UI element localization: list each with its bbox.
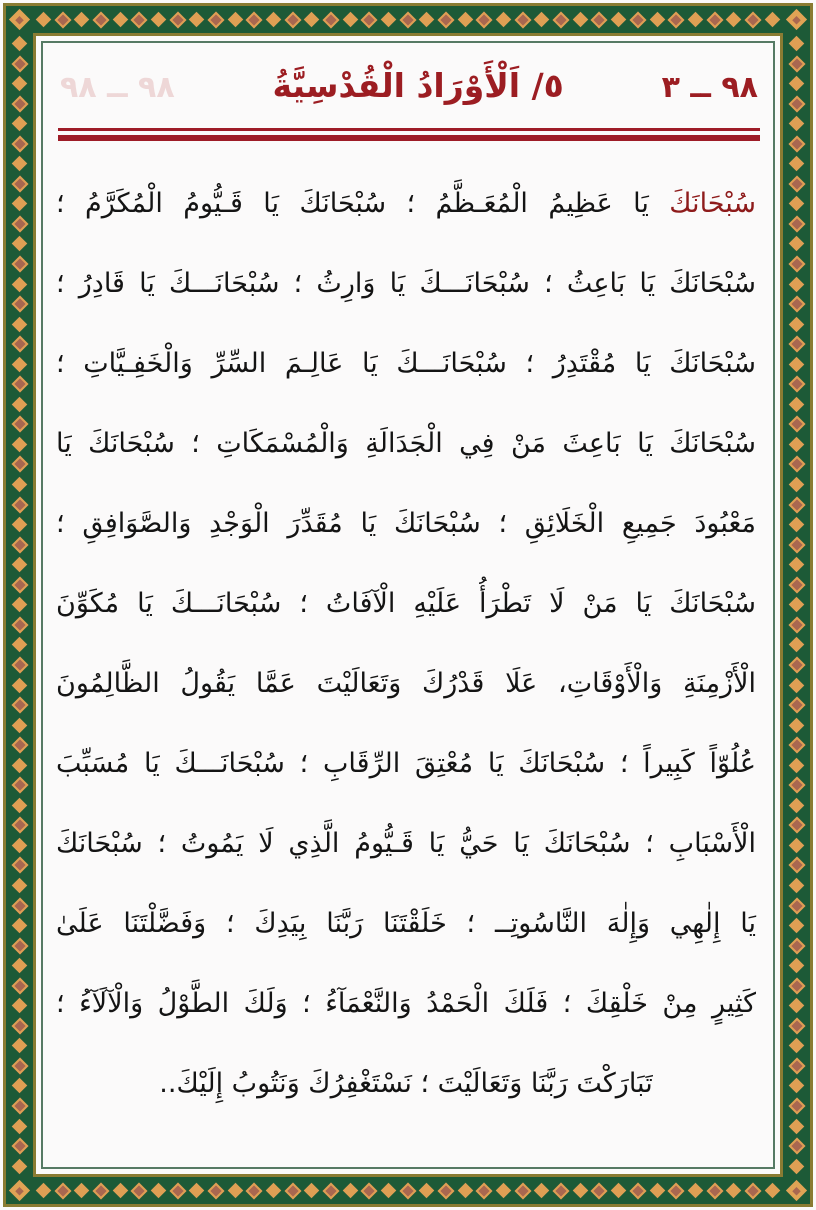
diamond-motif-icon [419, 12, 435, 28]
diamond-motif-icon [266, 12, 282, 28]
diamond-motif-icon [11, 616, 28, 633]
prayer-line [56, 164, 756, 244]
diamond-motif-icon [11, 937, 28, 954]
diamond-motif-icon [744, 1182, 761, 1199]
diamond-motif-icon [11, 55, 28, 72]
diamond-motif-icon [706, 1182, 723, 1199]
watermark-page-number: ٩٨ ــ ٩٨ [60, 70, 175, 105]
diamond-motif-icon [12, 356, 28, 372]
diamond-motif-icon [11, 95, 28, 112]
diamond-motif-icon [789, 36, 805, 52]
diamond-motif-icon [11, 296, 28, 313]
diamond-motif-icon [764, 1183, 780, 1199]
corner-ornament-icon [783, 1177, 810, 1204]
diamond-motif-icon [789, 798, 805, 814]
diamond-motif-icon [788, 256, 805, 273]
diamond-motif-icon [788, 215, 805, 232]
diamond-motif-icon [789, 116, 805, 132]
diamond-motif-icon [11, 897, 28, 914]
diamond-motif-icon [11, 697, 28, 714]
diamond-motif-icon [36, 1183, 52, 1199]
diamond-motif-icon [788, 937, 805, 954]
diamond-motif-icon [12, 1078, 28, 1094]
corner-ornament-icon [6, 6, 33, 33]
diamond-motif-icon [12, 236, 28, 252]
diamond-motif-icon [788, 777, 805, 794]
diamond-motif-icon [131, 11, 148, 28]
diamond-motif-icon [788, 536, 805, 553]
diamond-motif-icon [476, 1182, 493, 1199]
diamond-motif-icon [169, 1182, 186, 1199]
diamond-motif-icon [208, 11, 225, 28]
diamond-motif-icon [151, 12, 167, 28]
diamond-motif-icon [591, 11, 608, 28]
frame-band-left [6, 6, 33, 1204]
diamond-motif-icon [93, 1182, 110, 1199]
diamond-motif-icon [788, 656, 805, 673]
prayer-line: كَثِيرٍ مِنْ خَلْقِكَ ؛ فَلَكَ الْحَمْدُ وَالنَّعْمَآءُ ؛ وَلَكَ الطَّوْلُ وَالْآلَآءُ ؛ [56, 988, 756, 1019]
diamond-motif-icon [788, 376, 805, 393]
diamond-motif-icon [11, 1017, 28, 1034]
diamond-motif-icon [36, 12, 52, 28]
diamond-motif-icon [169, 11, 186, 28]
diamond-motif-icon [789, 1118, 805, 1134]
diamond-motif-icon [11, 857, 28, 874]
diamond-motif-icon [12, 798, 28, 814]
diamond-motif-icon [789, 597, 805, 613]
diamond-motif-icon [12, 477, 28, 493]
diamond-motif-icon [611, 12, 627, 28]
diamond-motif-icon [11, 496, 28, 513]
diamond-motif-icon [12, 998, 28, 1014]
lead-word: سُبْحَانَكَ [669, 188, 756, 219]
diamond-motif-icon [788, 175, 805, 192]
diamond-motif-icon [788, 576, 805, 593]
diamond-motif-icon [789, 1158, 805, 1174]
diamond-motif-icon [789, 557, 805, 573]
diamond-motif-icon [788, 135, 805, 152]
diamond-motif-icon [11, 215, 28, 232]
diamond-motif-icon [789, 477, 805, 493]
corner-ornament-icon [783, 6, 810, 33]
diamond-motif-icon [12, 1118, 28, 1134]
diamond-motif-icon [789, 236, 805, 252]
frame-band-top [6, 6, 810, 33]
diamond-motif-icon [789, 316, 805, 332]
diamond-motif-icon [458, 12, 474, 28]
diamond-motif-icon [131, 1182, 148, 1199]
diamond-motif-icon [11, 1138, 28, 1155]
diamond-motif-icon [789, 878, 805, 894]
diamond-motif-icon [419, 1183, 435, 1199]
diamond-motif-icon [54, 11, 71, 28]
diamond-motif-icon [438, 11, 455, 28]
diamond-motif-icon [112, 1183, 128, 1199]
diamond-motif-icon [611, 1183, 627, 1199]
frame-band-bottom [6, 1177, 810, 1204]
diamond-motif-icon [381, 12, 397, 28]
prayer-line: الْأَزْمِنَةِ وَالْأَوْقَاتِ، عَلَا قَدْرُكَ وَتَعَالَيْتَ عَمَّا يَقُولُ الظَّالِمُونَ [56, 668, 756, 699]
diamond-chain-bottom [6, 1177, 810, 1204]
diamond-motif-icon [11, 536, 28, 553]
diamond-motif-icon [12, 878, 28, 894]
page-header [60, 66, 758, 105]
diamond-motif-icon [381, 1183, 397, 1199]
diamond-motif-icon [789, 677, 805, 693]
diamond-motif-icon [11, 456, 28, 473]
diamond-motif-icon [789, 838, 805, 854]
diamond-motif-icon [189, 12, 205, 28]
diamond-motif-icon [789, 76, 805, 92]
diamond-motif-icon [553, 11, 570, 28]
diamond-motif-icon [788, 977, 805, 994]
diamond-motif-icon [11, 977, 28, 994]
diamond-motif-icon [12, 557, 28, 573]
diamond-motif-icon [438, 1182, 455, 1199]
diamond-motif-icon [12, 677, 28, 693]
diamond-motif-icon [553, 1182, 570, 1199]
corner-ornament-icon [6, 1177, 33, 1204]
diamond-motif-icon [12, 637, 28, 653]
page-number: ٩٨ ــ ٣ [661, 70, 758, 105]
diamond-motif-icon [12, 597, 28, 613]
diamond-motif-icon [789, 637, 805, 653]
diamond-motif-icon [476, 11, 493, 28]
diamond-motif-icon [151, 1183, 167, 1199]
diamond-motif-icon [399, 11, 416, 28]
diamond-motif-icon [12, 1158, 28, 1174]
diamond-motif-icon [534, 12, 550, 28]
diamond-chain-right [783, 6, 810, 1204]
diamond-motif-icon [789, 757, 805, 773]
diamond-motif-icon [361, 11, 378, 28]
diamond-motif-icon [788, 1017, 805, 1034]
diamond-motif-icon [789, 196, 805, 212]
diamond-motif-icon [788, 296, 805, 313]
prayer-line: تَبَارَكْتَ رَبَّنَا وَتَعَالَيْتَ ؛ نَسْتَغْفِرُكَ وَنَتُوبُ إِلَيْكَ.. [159, 1068, 653, 1099]
prayer-line: عُلُوّاً كَبِيراً ؛ سُبْحَانَكَ يَا مُعْتِقَ الرِّقَابِ ؛ سُبْحَانَـــكَ يَا مُسَبِّبَ [56, 748, 756, 779]
diamond-motif-icon [342, 12, 358, 28]
diamond-motif-icon [649, 1183, 665, 1199]
diamond-motif-icon [12, 76, 28, 92]
diamond-motif-icon [74, 1183, 90, 1199]
diamond-motif-icon [788, 1138, 805, 1155]
diamond-motif-icon [11, 656, 28, 673]
prayer-line: يَا إِلٰهِي وَإِلٰهَ النَّاسُوتِــ ؛ خَلَقْتَنَا رَبَّنَا بِيَدِكَ ؛ وَفَضَّلْتَنَا عَلَىٰ [56, 908, 756, 939]
diamond-motif-icon [789, 1078, 805, 1094]
frame-band-right [783, 6, 810, 1204]
diamond-motif-icon [788, 1057, 805, 1074]
diamond-motif-icon [227, 1183, 243, 1199]
page-title: ٥/ اَلْأَوْرَادُ الْقُدْسِيَّةُ [272, 66, 564, 105]
prayer-line-text: يَا عَظِيمُ الْمُعَـظَّمُ ؛ سُبْحَانَكَ يَا قَـيُّومُ الْمُكَرَّمُ ؛ [56, 188, 649, 219]
prayer-line: سُبْحَانَكَ يَا بَاعِثَ مَنْ فِي الْجَدَالَةِ وَالْمُسْمَكَاتِ ؛ سُبْحَانَكَ يَا [56, 428, 756, 459]
diamond-motif-icon [496, 12, 512, 28]
diamond-motif-icon [12, 316, 28, 332]
diamond-motif-icon [227, 12, 243, 28]
diamond-motif-icon [304, 1183, 320, 1199]
diamond-motif-icon [361, 1182, 378, 1199]
diamond-motif-icon [788, 616, 805, 633]
diamond-motif-icon [11, 416, 28, 433]
diamond-motif-icon [11, 817, 28, 834]
diamond-motif-icon [629, 11, 646, 28]
diamond-chain-left [6, 6, 33, 1204]
prayer-line: مَعْبُودَ جَمِيعِ الْخَلَائِقِ ؛ سُبْحَانَكَ يَا مُقَدِّرَ الْوَجْدِ وَالصَّوَافِقِ ؛ [56, 508, 756, 539]
diamond-motif-icon [11, 256, 28, 273]
diamond-motif-icon [789, 397, 805, 413]
diamond-motif-icon [788, 857, 805, 874]
diamond-motif-icon [649, 12, 665, 28]
diamond-motif-icon [789, 998, 805, 1014]
diamond-chain-top [6, 6, 810, 33]
diamond-motif-icon [11, 777, 28, 794]
prayer-text [56, 164, 756, 1124]
diamond-motif-icon [789, 958, 805, 974]
diamond-motif-icon [12, 517, 28, 533]
diamond-motif-icon [284, 1182, 301, 1199]
diamond-motif-icon [688, 12, 704, 28]
diamond-motif-icon [284, 11, 301, 28]
prayer-line: سُبْحَانَكَ يَا بَاعِثُ ؛ سُبْحَانَـــكَ يَا وَارِثُ ؛ سُبْحَانَـــكَ يَا قَادِرُ ؛ [56, 268, 756, 299]
diamond-motif-icon [764, 12, 780, 28]
diamond-motif-icon [788, 95, 805, 112]
diamond-motif-icon [744, 11, 761, 28]
diamond-motif-icon [514, 11, 531, 28]
diamond-motif-icon [11, 576, 28, 593]
diamond-motif-icon [208, 1182, 225, 1199]
diamond-motif-icon [629, 1182, 646, 1199]
diamond-motif-icon [726, 12, 742, 28]
diamond-motif-icon [789, 156, 805, 172]
diamond-motif-icon [514, 1182, 531, 1199]
diamond-motif-icon [788, 456, 805, 473]
diamond-motif-icon [323, 11, 340, 28]
diamond-motif-icon [323, 1182, 340, 1199]
diamond-motif-icon [12, 918, 28, 934]
diamond-motif-icon [304, 12, 320, 28]
prayer-line: الْأَسْبَابِ ؛ سُبْحَانَكَ يَا حَيُّ يَا قَـيُّومُ الَّذِي لَا يَمُوتُ ؛ سُبْحَانَكَ [56, 828, 756, 859]
diamond-motif-icon [11, 135, 28, 152]
diamond-motif-icon [11, 376, 28, 393]
diamond-motif-icon [74, 12, 90, 28]
diamond-motif-icon [789, 1038, 805, 1054]
diamond-motif-icon [12, 196, 28, 212]
diamond-motif-icon [189, 1183, 205, 1199]
diamond-motif-icon [591, 1182, 608, 1199]
diamond-motif-icon [496, 1183, 512, 1199]
diamond-motif-icon [12, 437, 28, 453]
diamond-motif-icon [11, 336, 28, 353]
diamond-motif-icon [12, 958, 28, 974]
diamond-motif-icon [788, 55, 805, 72]
diamond-motif-icon [399, 1182, 416, 1199]
diamond-motif-icon [688, 1183, 704, 1199]
diamond-motif-icon [789, 437, 805, 453]
diamond-motif-icon [12, 397, 28, 413]
diamond-motif-icon [788, 1097, 805, 1114]
diamond-motif-icon [573, 12, 589, 28]
diamond-motif-icon [788, 336, 805, 353]
diamond-motif-icon [788, 697, 805, 714]
diamond-motif-icon [12, 116, 28, 132]
diamond-motif-icon [12, 276, 28, 292]
diamond-motif-icon [12, 838, 28, 854]
diamond-motif-icon [788, 897, 805, 914]
diamond-motif-icon [789, 918, 805, 934]
diamond-motif-icon [93, 11, 110, 28]
diamond-motif-icon [788, 416, 805, 433]
diamond-motif-icon [788, 817, 805, 834]
diamond-motif-icon [54, 1182, 71, 1199]
diamond-motif-icon [12, 36, 28, 52]
diamond-motif-icon [342, 1183, 358, 1199]
header-divider-rule [58, 128, 760, 141]
diamond-motif-icon [534, 1183, 550, 1199]
diamond-motif-icon [112, 12, 128, 28]
diamond-motif-icon [458, 1183, 474, 1199]
diamond-motif-icon [789, 517, 805, 533]
diamond-motif-icon [573, 1183, 589, 1199]
diamond-motif-icon [788, 496, 805, 513]
diamond-motif-icon [788, 737, 805, 754]
prayer-line: سُبْحَانَكَ يَا مَنْ لَا تَطْرَأُ عَلَيْهِ الْآفَاتُ ؛ سُبْحَانَـــكَ يَا مُكَوِّنَ [56, 588, 756, 619]
diamond-motif-icon [789, 276, 805, 292]
diamond-motif-icon [668, 1182, 685, 1199]
diamond-motif-icon [11, 737, 28, 754]
diamond-motif-icon [11, 1057, 28, 1074]
diamond-motif-icon [11, 175, 28, 192]
diamond-motif-icon [246, 11, 263, 28]
diamond-motif-icon [668, 11, 685, 28]
diamond-motif-icon [789, 356, 805, 372]
diamond-motif-icon [726, 1183, 742, 1199]
diamond-motif-icon [246, 1182, 263, 1199]
diamond-motif-icon [12, 717, 28, 733]
diamond-motif-icon [789, 717, 805, 733]
diamond-motif-icon [12, 757, 28, 773]
diamond-motif-icon [12, 156, 28, 172]
diamond-motif-icon [12, 1038, 28, 1054]
prayer-line: سُبْحَانَكَ يَا مُقْتَدِرُ ؛ سُبْحَانَـــكَ يَا عَالِـمَ السِّرِّ وَالْخَفِـيَّاتِ ؛ [56, 348, 756, 379]
diamond-motif-icon [11, 1097, 28, 1114]
diamond-motif-icon [266, 1183, 282, 1199]
diamond-motif-icon [706, 11, 723, 28]
